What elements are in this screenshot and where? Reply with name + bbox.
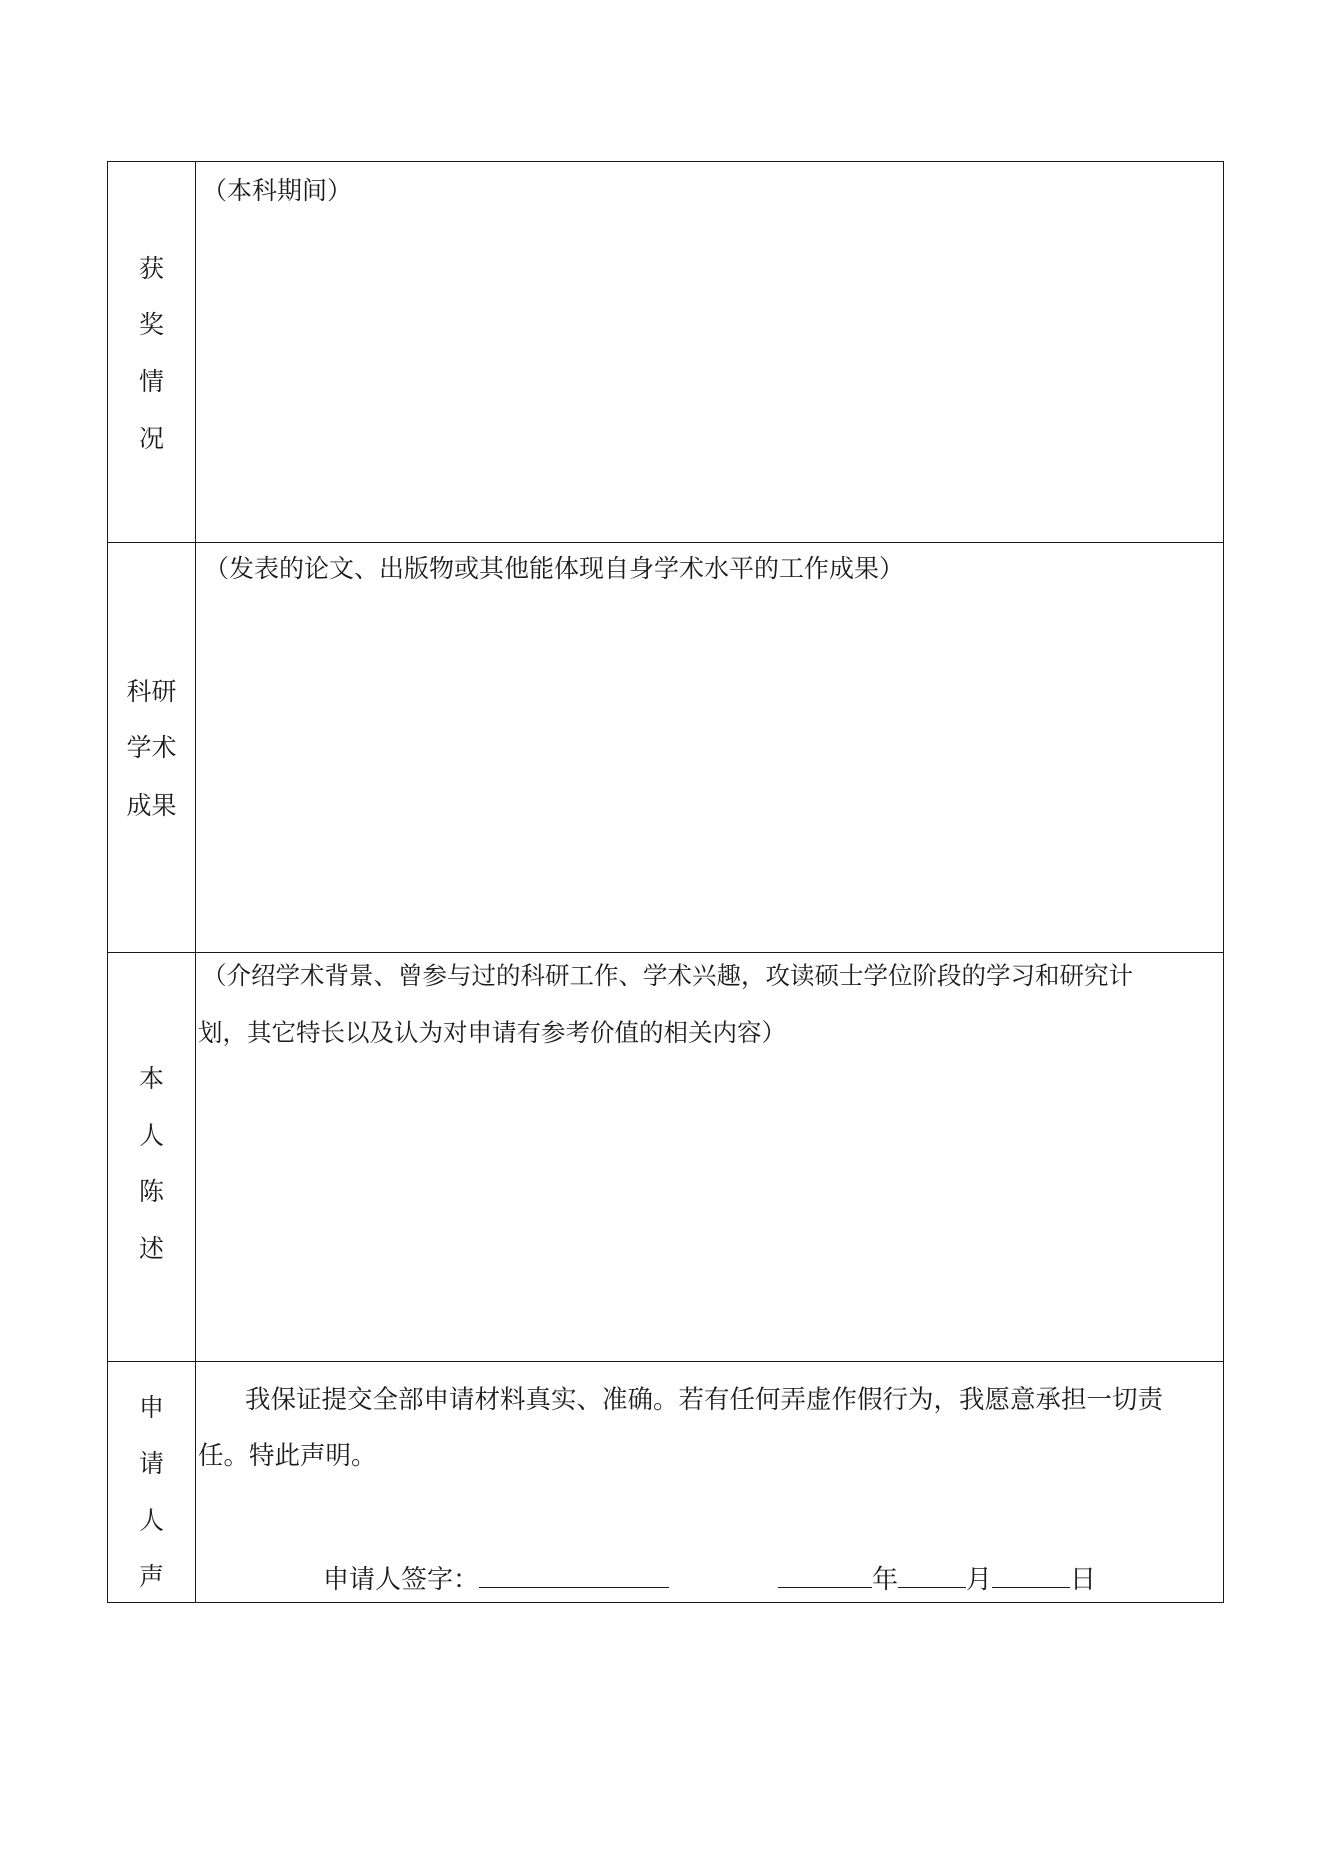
declaration-text-line1: 我保证提交全部申请材料真实、准确。若有任何弄虚作假行为，我愿意承担一切责: [245, 1385, 1164, 1415]
personal-statement-label-char: 人: [138, 1121, 164, 1150]
signature-label: 申请人签字：: [323, 1565, 480, 1595]
personal-statement-hint-line2: 划，其它特长以及认为对申请有参考价值的相关内容）: [198, 1018, 786, 1047]
personal-statement-label-char: 陈: [138, 1177, 164, 1206]
declaration-label-char: 请: [138, 1449, 164, 1478]
awards-content-cell[interactable]: [196, 162, 1224, 543]
day-label: 日: [1070, 1565, 1097, 1595]
month-label: 月: [966, 1565, 993, 1595]
year-label: 年: [872, 1565, 899, 1595]
date-row: [778, 1565, 1096, 1593]
awards-label-char: 况: [138, 424, 164, 453]
research-content-cell[interactable]: [196, 543, 1224, 953]
signature-field[interactable]: [479, 1565, 669, 1588]
awards-label-char: 奖: [138, 310, 164, 339]
application-form-table: [107, 161, 1224, 1603]
declaration-label-char: 声: [138, 1562, 164, 1591]
declaration-label-char: 人: [138, 1506, 164, 1535]
research-label-cell: [108, 543, 196, 953]
personal-statement-hint-line1: （介绍学术背景、曾参与过的科研工作、学术兴趣，攻读硕士学位阶段的学习和研究计: [202, 961, 1133, 990]
year-field[interactable]: [778, 1565, 872, 1588]
day-field[interactable]: [992, 1565, 1070, 1588]
research-label-line: 成果: [126, 791, 177, 820]
awards-hint: （本科期间）: [202, 176, 353, 205]
declaration-row: [108, 1362, 1224, 1603]
research-row: [108, 543, 1224, 953]
declaration-label-char: 申: [138, 1393, 164, 1422]
awards-label-cell: [108, 162, 196, 543]
personal-statement-label-cell: [108, 953, 196, 1362]
personal-statement-label-char: 述: [138, 1234, 164, 1263]
research-hint: （发表的论文、出版物或其他能体现自身学术水平的工作成果）: [204, 554, 905, 583]
month-field[interactable]: [898, 1565, 966, 1588]
personal-statement-content-cell[interactable]: [196, 953, 1224, 1362]
declaration-text-line2: 任。特此声明。: [198, 1441, 377, 1471]
declaration-content-cell: [196, 1362, 1224, 1603]
declaration-label-cell: [108, 1362, 196, 1603]
personal-statement-label-char: 本: [138, 1064, 164, 1093]
awards-row: [108, 162, 1224, 543]
awards-label-char: 获: [138, 254, 164, 283]
personal-statement-row: [108, 953, 1224, 1362]
research-label-line: 科研: [126, 677, 177, 706]
research-label-line: 学术: [126, 733, 177, 762]
signature-row: [323, 1565, 669, 1593]
awards-label-char: 情: [138, 367, 164, 396]
